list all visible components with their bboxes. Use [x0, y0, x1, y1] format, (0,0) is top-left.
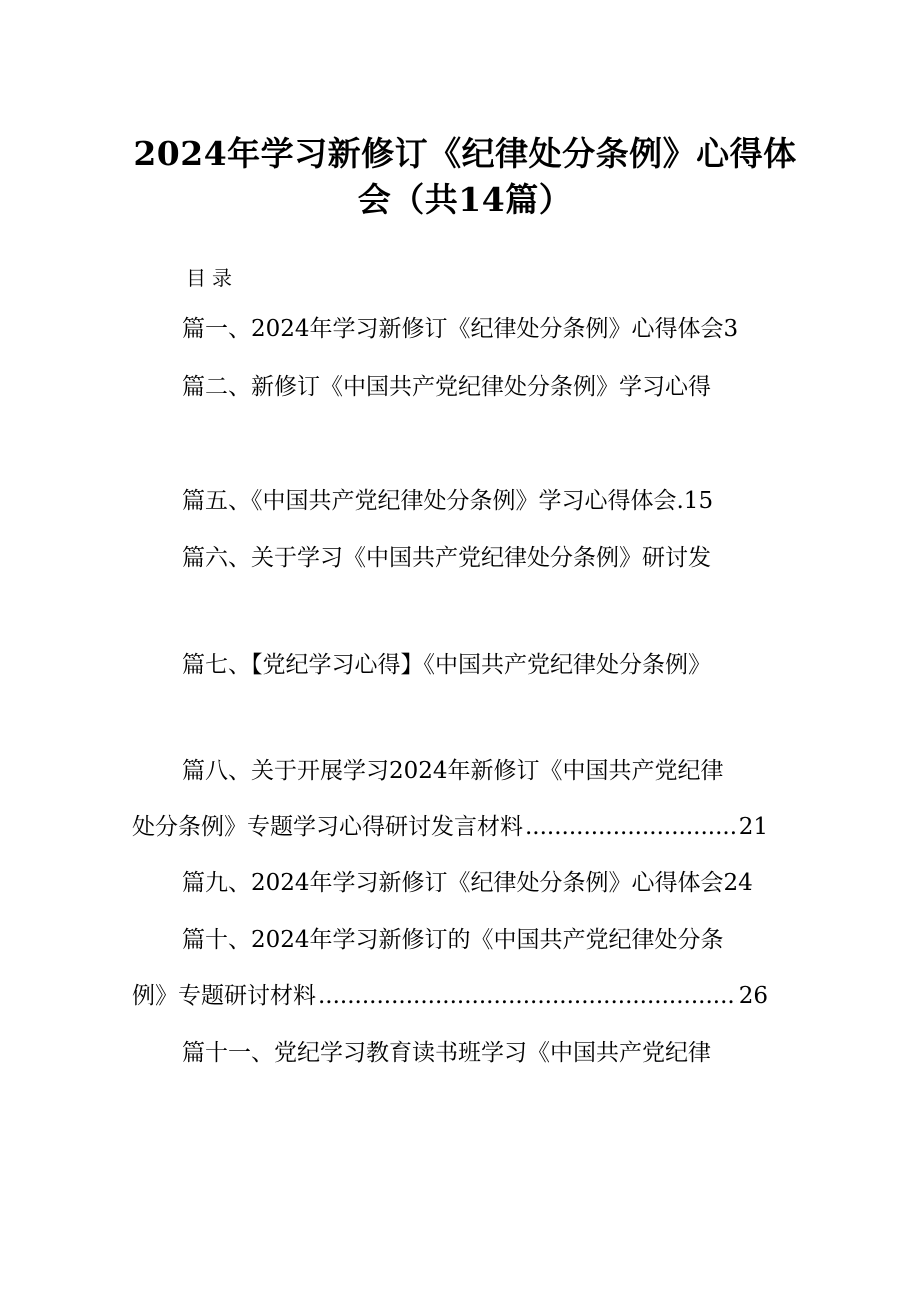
toc-entry-text: 处分条例》专题学习心得研讨发言材料 — [132, 814, 523, 840]
toc-entry-8-continued[interactable] — [132, 812, 768, 842]
toc-entry-10[interactable]: 篇十、2024年学习新修订的《中国共产党纪律处分条 — [182, 927, 724, 953]
toc-entry-text: 例》专题研讨材料 — [132, 983, 316, 1009]
toc-entry-11[interactable]: 篇十一、党纪学习教育读书班学习《中国共产党纪律 — [182, 1040, 711, 1066]
toc-page-number: 21 — [738, 814, 768, 840]
toc-entry-6[interactable]: 篇六、关于学习《中国共产党纪律处分条例》研讨发 — [182, 545, 711, 571]
toc-entry-9[interactable]: 篇九、2024年学习新修订《纪律处分条例》心得体会24 — [182, 870, 753, 896]
toc-heading: 目录 — [186, 266, 238, 290]
document-title-line-2: 会（共14篇） — [357, 180, 573, 219]
document-title-line-1: 2024年学习新修订《纪律处分条例》心得体 — [133, 134, 797, 173]
dot-leader — [318, 981, 737, 1011]
toc-entry-5[interactable]: 篇五、《中国共产党纪律处分条例》学习心得体会.15 — [182, 488, 714, 514]
toc-entry-8[interactable]: 篇八、关于开展学习2024年新修订《中国共产党纪律 — [182, 758, 724, 784]
toc-entry-7[interactable]: 篇七、【党纪学习心得】《中国共产党纪律处分条例》 — [182, 652, 711, 678]
toc-entry-10-continued[interactable] — [132, 981, 768, 1011]
toc-page-number: 26 — [738, 983, 768, 1009]
toc-entry-2[interactable]: 篇二、新修订《中国共产党纪律处分条例》学习心得 — [182, 374, 711, 400]
dot-leader — [525, 812, 737, 842]
toc-entry-1[interactable]: 篇一、2024年学习新修订《纪律处分条例》心得体会3 — [182, 316, 739, 342]
